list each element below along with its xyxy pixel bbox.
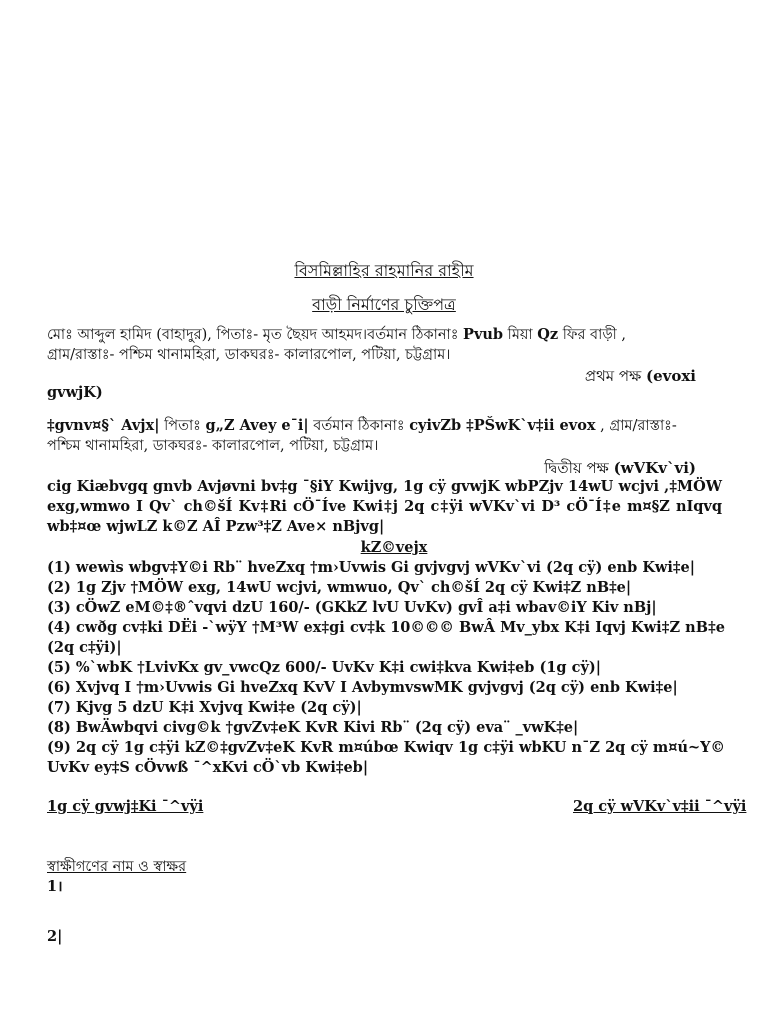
clause-1: (1) wewìs wbgv‡Y©i Rb¨ hveZxq †m›Uvwis Gi gvjvgvj wVKv`vi (2q cÿ) enb Kwi‡e|	[47, 559, 695, 576]
party-2-text-2: বর্তমান ঠিকানাঃ	[308, 418, 410, 434]
intro-paragraph: cig Kiæbvgq gnvb Avjøvni bv‡g ¯§iY Kwijvg, 1g cÿ gvwjK wbPZjv 14wU wcjvi ,‡MÖW exg,wmwo I Qv` ch©šÍ Kv‡Ri cÖ¯Íve Kwi‡j 2q c‡ÿi wVKv`vi D³ cÖ¯Í‡e m¤§Z nIqvq wb‡¤œ wjwLZ k©Z AÎ Pzw³‡Z Ave× nBjvg|	[47, 478, 722, 535]
clause-8: (8) BwÄwbqvi civg©k †gvZv‡eK KvR Kivi Rb¨ (2q cÿ) eva¨ _vwK‡e|	[47, 719, 579, 736]
heading-contract-title: বাড়ী নির্মাণের চুক্তিপত্র	[312, 295, 456, 314]
clause-9: (9) 2q cÿ 1g c‡ÿi kZ©‡gvZv‡eK KvR m¤úbœ Kwiqv 1g c‡ÿi wbKU n¯Z 2q cÿ m¤ú~Y© UvKv ey‡S cÖvwß ¯^xKvi cÖ`vb Kwi‡eb|	[47, 739, 725, 776]
clause-2: (2) 1g Zjv †MÖW exg, 14wU wcjvi, wmwuo, Qv` ch©šÍ 2q cÿ Kwi‡Z nB‡e|	[47, 579, 632, 596]
clause-6: (6) Xvjvq I †m›Uvwis Gi hveZxq KvV I AvbymvswMK gvjvgvj (2q cÿ) enb Kwi‡e|	[47, 679, 678, 696]
party-1-text: মোঃ আব্দুল হামিদ (বাহাদুর), পিতাঃ- মৃত ছৈয়দ আহমদ।বর্তমান ঠিকানাঃ	[47, 327, 464, 343]
party-1-role-label: প্রথম পক্ষ	[584, 367, 646, 385]
clause-7: (7) Kjvg 5 dzU K‡i Xvjvq Kwi‡e (2q cÿ)|	[47, 699, 362, 716]
party-2-village: পশ্চিম থানামহিরা, ডাকঘরঃ- কালারপোল, পটিয়া, চট্টগ্রাম।	[47, 438, 379, 454]
party-1-role-tail: gvwjK)	[47, 384, 103, 401]
party-1-role-garbled: (evoxi	[645, 367, 696, 385]
heading-bismillah: বিসমিল্লাহির রাহমানির রাহীম	[294, 261, 474, 280]
party-2-garbled-2: g„Z Avey e¯i|	[205, 417, 309, 434]
party-1-address	[47, 325, 722, 365]
party-2-text: পিতাঃ	[159, 418, 206, 434]
party-2-role-garbled: (wVKv`vi)	[613, 459, 696, 477]
party-1-garbled-2: Qz	[537, 326, 559, 343]
party-1-text-2: মিয়া	[503, 327, 538, 343]
party-2-role-label: দ্বিতীয় পক্ষ	[544, 459, 614, 477]
party-2-address	[47, 416, 722, 456]
signature-party-1: 1g cÿ gvwj‡Ki ¯^vÿi	[47, 798, 204, 815]
party-1-village: গ্রাম/রাস্তাঃ- পশ্চিম থানামহিরা, ডাকঘরঃ- কালারপোল, পটিয়া, চট্টগ্রাম।	[47, 347, 451, 363]
party-1-text-3: ফির বাড়ী ,	[558, 327, 627, 343]
party-2-garbled-1: ‡gvnv¤§` Avjx|	[47, 417, 160, 434]
clause-4: (4) cwðg cv‡ki DËi -`wÿY †M³W ex‡gi cv‡k 10©©© BwÂ Mv_ybx K‡i Iqvj Kwi‡Z nB‡e (2q c‡ÿi)|	[47, 619, 725, 656]
witness-1: 1।	[47, 878, 63, 895]
clauses-list	[47, 558, 725, 778]
party-2-garbled-3: cyivZb ‡PŠwK`v‡ii evox	[409, 417, 596, 434]
witness-2: 2|	[47, 928, 63, 945]
clause-3: (3) cÖwZ eM©‡®ˆvqvi dzU 160/- (GKkZ lvU UvKv) gvÎ a‡i wbav©iY Kiv nBj|	[47, 599, 657, 616]
party-1-garbled-1: Pvub	[463, 326, 504, 343]
witness-heading: স্বাক্ষীগণের নাম ও স্বাক্ষর	[47, 859, 187, 875]
clause-5: (5) %`wbK †LvivKx gv_vwcQz 600/- UvKv K‡i cwi‡kva Kwi‡eb (1g cÿ)|	[47, 659, 602, 676]
conditions-heading: kZ©vejx	[360, 539, 428, 556]
signature-party-2: 2q cÿ wVKv`v‡ii ¯^vÿi	[573, 798, 747, 815]
party-2-text-3: , গ্রাম/রাস্তাঃ-	[595, 418, 677, 434]
